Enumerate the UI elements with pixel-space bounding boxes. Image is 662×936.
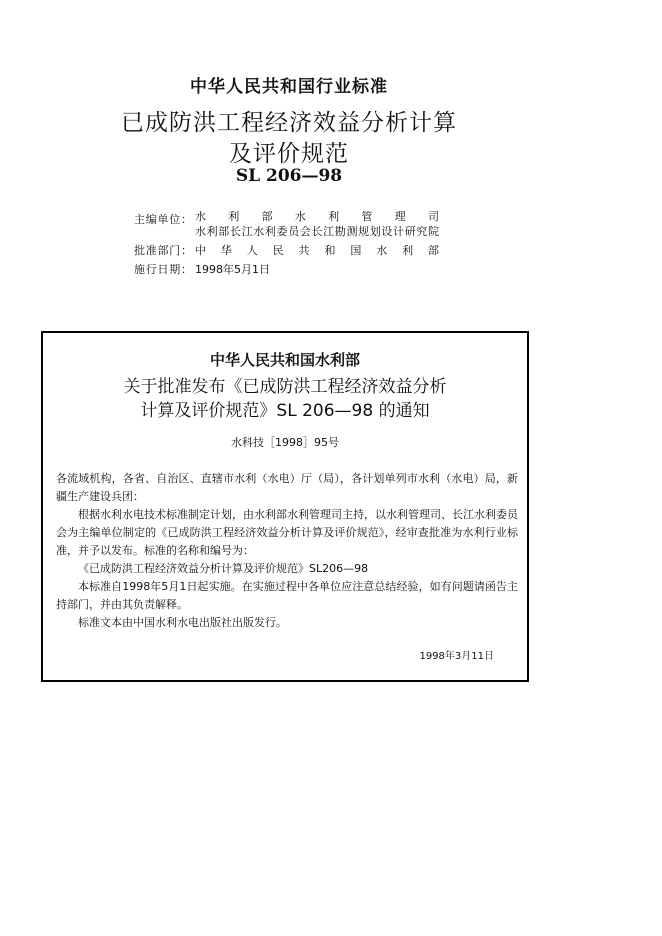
notice-title-line2: 计算及评价规范》SL 206—98 的通知 xyxy=(140,401,430,421)
notice-standard-name: 《已成防洪工程经济效益分析计算及评价规范》SL206—98 xyxy=(78,562,369,575)
approver-label: 批准部门： xyxy=(134,244,192,257)
standard-title-line1: 已成防洪工程经济效益分析计算 xyxy=(121,110,457,136)
standard-category: 中华人民共和国行业标准 xyxy=(190,77,388,97)
effective-date-value: 1998年5月1日 xyxy=(195,263,270,276)
notice-paragraph-effective: 本标准自1998年5月1日起实施。在实施过程中各单位应注意总结经验，如有问题请函告主持部门，并由其负责解释。 xyxy=(56,580,518,611)
effective-date-label: 施行日期： xyxy=(134,263,192,276)
editor-label: 主编单位： xyxy=(134,213,192,226)
editor-value-line2: 水利部长江水利委员会长江勘测规划设计研究院 xyxy=(195,225,439,238)
notice-date: 1998年3月11日 xyxy=(419,651,494,662)
notice-paragraph-publisher: 标准文本由中国水利水电出版社出版发行。 xyxy=(78,616,287,629)
notice-document-number: 水科技［1998］95号 xyxy=(231,436,339,449)
notice-addressees: 各流域机构，各省、自治区、直辖市水利（水电）厅（局），各计划单列市水利（水电）局，新疆生产建设兵团： xyxy=(56,472,518,503)
approver-value: 中华人民共和国水利部 xyxy=(195,244,439,257)
standard-code: SL 206—98 xyxy=(235,166,343,186)
editor-value-line1: 水利部水利管理司 xyxy=(195,210,439,223)
notice-title-line1: 关于批准发布《已成防洪工程经济效益分析 xyxy=(123,377,447,397)
notice-issuer: 中华人民共和国水利部 xyxy=(209,351,360,369)
standard-title-line2: 及评价规范 xyxy=(229,141,349,167)
notice-paragraph-basis: 根据水利水电技术标准制定计划，由水利部水利管理司主持，以水利管理司、长江水利委员会为主编单位制定的《已成防洪工程经济效益分析计算及评价规范》，经审查批准为水利行业标准，并予以发布。标准的名称和编号为： xyxy=(56,508,518,557)
